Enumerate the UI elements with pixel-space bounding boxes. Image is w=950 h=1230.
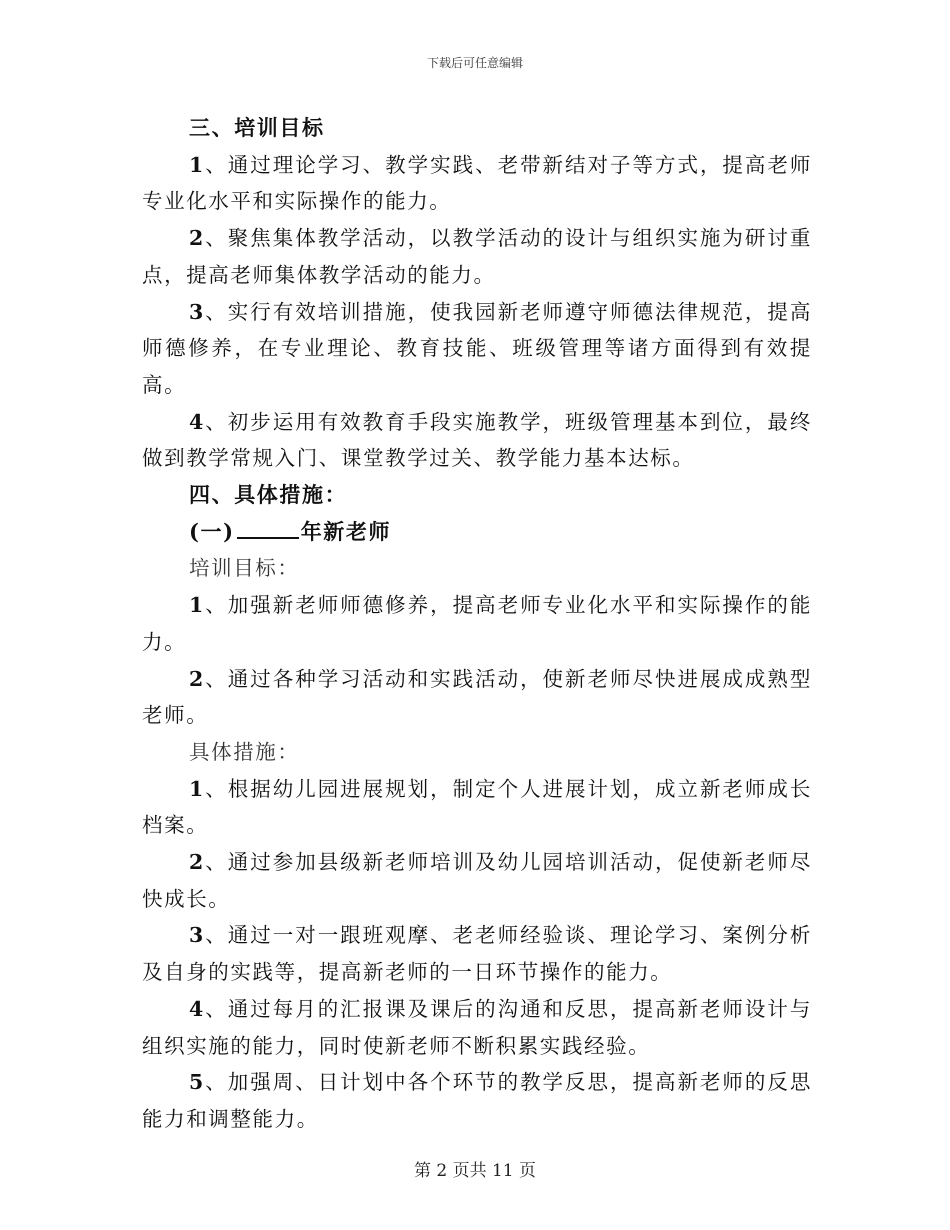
section-heading-4: 四、具体措施： (189, 482, 348, 508)
paragraph (142, 661, 812, 734)
measure-label: 具体措施： (189, 739, 300, 764)
paragraph (142, 771, 812, 844)
item-number: 2 (189, 226, 205, 251)
item-number: 5 (189, 1070, 205, 1095)
item-text: 、加强新老师师德修养，提高老师专业化水平和实际操作的能力。 (142, 593, 812, 654)
fill-in-blank (237, 536, 299, 539)
section-heading-3: 三、培训目标 (189, 115, 325, 140)
item-number: 3 (189, 299, 205, 324)
subsection-suffix: 年新老师 (300, 518, 392, 544)
subsection-heading (189, 514, 812, 551)
paragraph (142, 844, 812, 917)
page-header: 下载后可任意编辑 (426, 56, 523, 70)
goal-label: 培训目标： (189, 556, 300, 581)
item-number: 1 (189, 152, 205, 177)
item-text: 、实行有效培训措施，使我园新老师遵守师德法律规范，提高师德修养，在专业理论、教育技能、班级管理等诸方面得到有效提高。 (142, 299, 812, 397)
item-text: 、通过各种学习活动和实践活动，使新老师尽快进展成成熟型老师。 (142, 666, 812, 728)
paragraph (142, 147, 812, 220)
item-number: 3 (189, 923, 205, 948)
paragraph (142, 404, 812, 477)
item-text: 、根据幼儿园进展规划，制定个人进展计划，成立新老师成长档案。 (142, 776, 812, 838)
subsection-prefix: (一) (189, 518, 235, 544)
paragraph (142, 587, 812, 660)
page-footer: 第 2 页共 11 页 (413, 1161, 537, 1181)
paragraph (142, 294, 812, 404)
item-number: 1 (189, 776, 205, 801)
paragraph (142, 1064, 812, 1137)
paragraph (142, 220, 812, 293)
item-number: 2 (189, 850, 205, 875)
document-body (142, 110, 812, 1138)
item-number: 4 (189, 409, 205, 434)
item-text: 、加强周、日计划中各个环节的教学反思，提高新老师的反思能力和调整能力。 (142, 1070, 812, 1131)
item-number: 2 (189, 666, 205, 691)
item-text: 、通过参加县级新老师培训及幼儿园培训活动，促使新老师尽快成长。 (142, 850, 812, 911)
item-text: 、聚焦集体教学活动，以教学活动的设计与组织实施为研讨重点，提高老师集体教学活动的能力。 (142, 226, 812, 287)
item-text: 、通过一对一跟班观摩、老老师经验谈、理论学习、案例分析及自身的实践等，提高新老师的一日环节操作的能力。 (142, 923, 812, 985)
item-text: 、通过每月的汇报课及课后的沟通和反思，提高新老师设计与组织实施的能力，同时使新老师不断积累实践经验。 (142, 996, 812, 1058)
paragraph (142, 917, 812, 990)
item-text: 、初步运用有效教育手段实施教学，班级管理基本到位，最终做到教学常规入门、课堂教学过关、教学能力基本达标。 (142, 409, 812, 471)
item-text: 、通过理论学习、教学实践、老带新结对子等方式，提高老师专业化水平和实际操作的能力。 (142, 152, 812, 214)
item-number: 4 (189, 996, 205, 1021)
paragraph (142, 991, 812, 1064)
item-number: 1 (189, 593, 205, 618)
